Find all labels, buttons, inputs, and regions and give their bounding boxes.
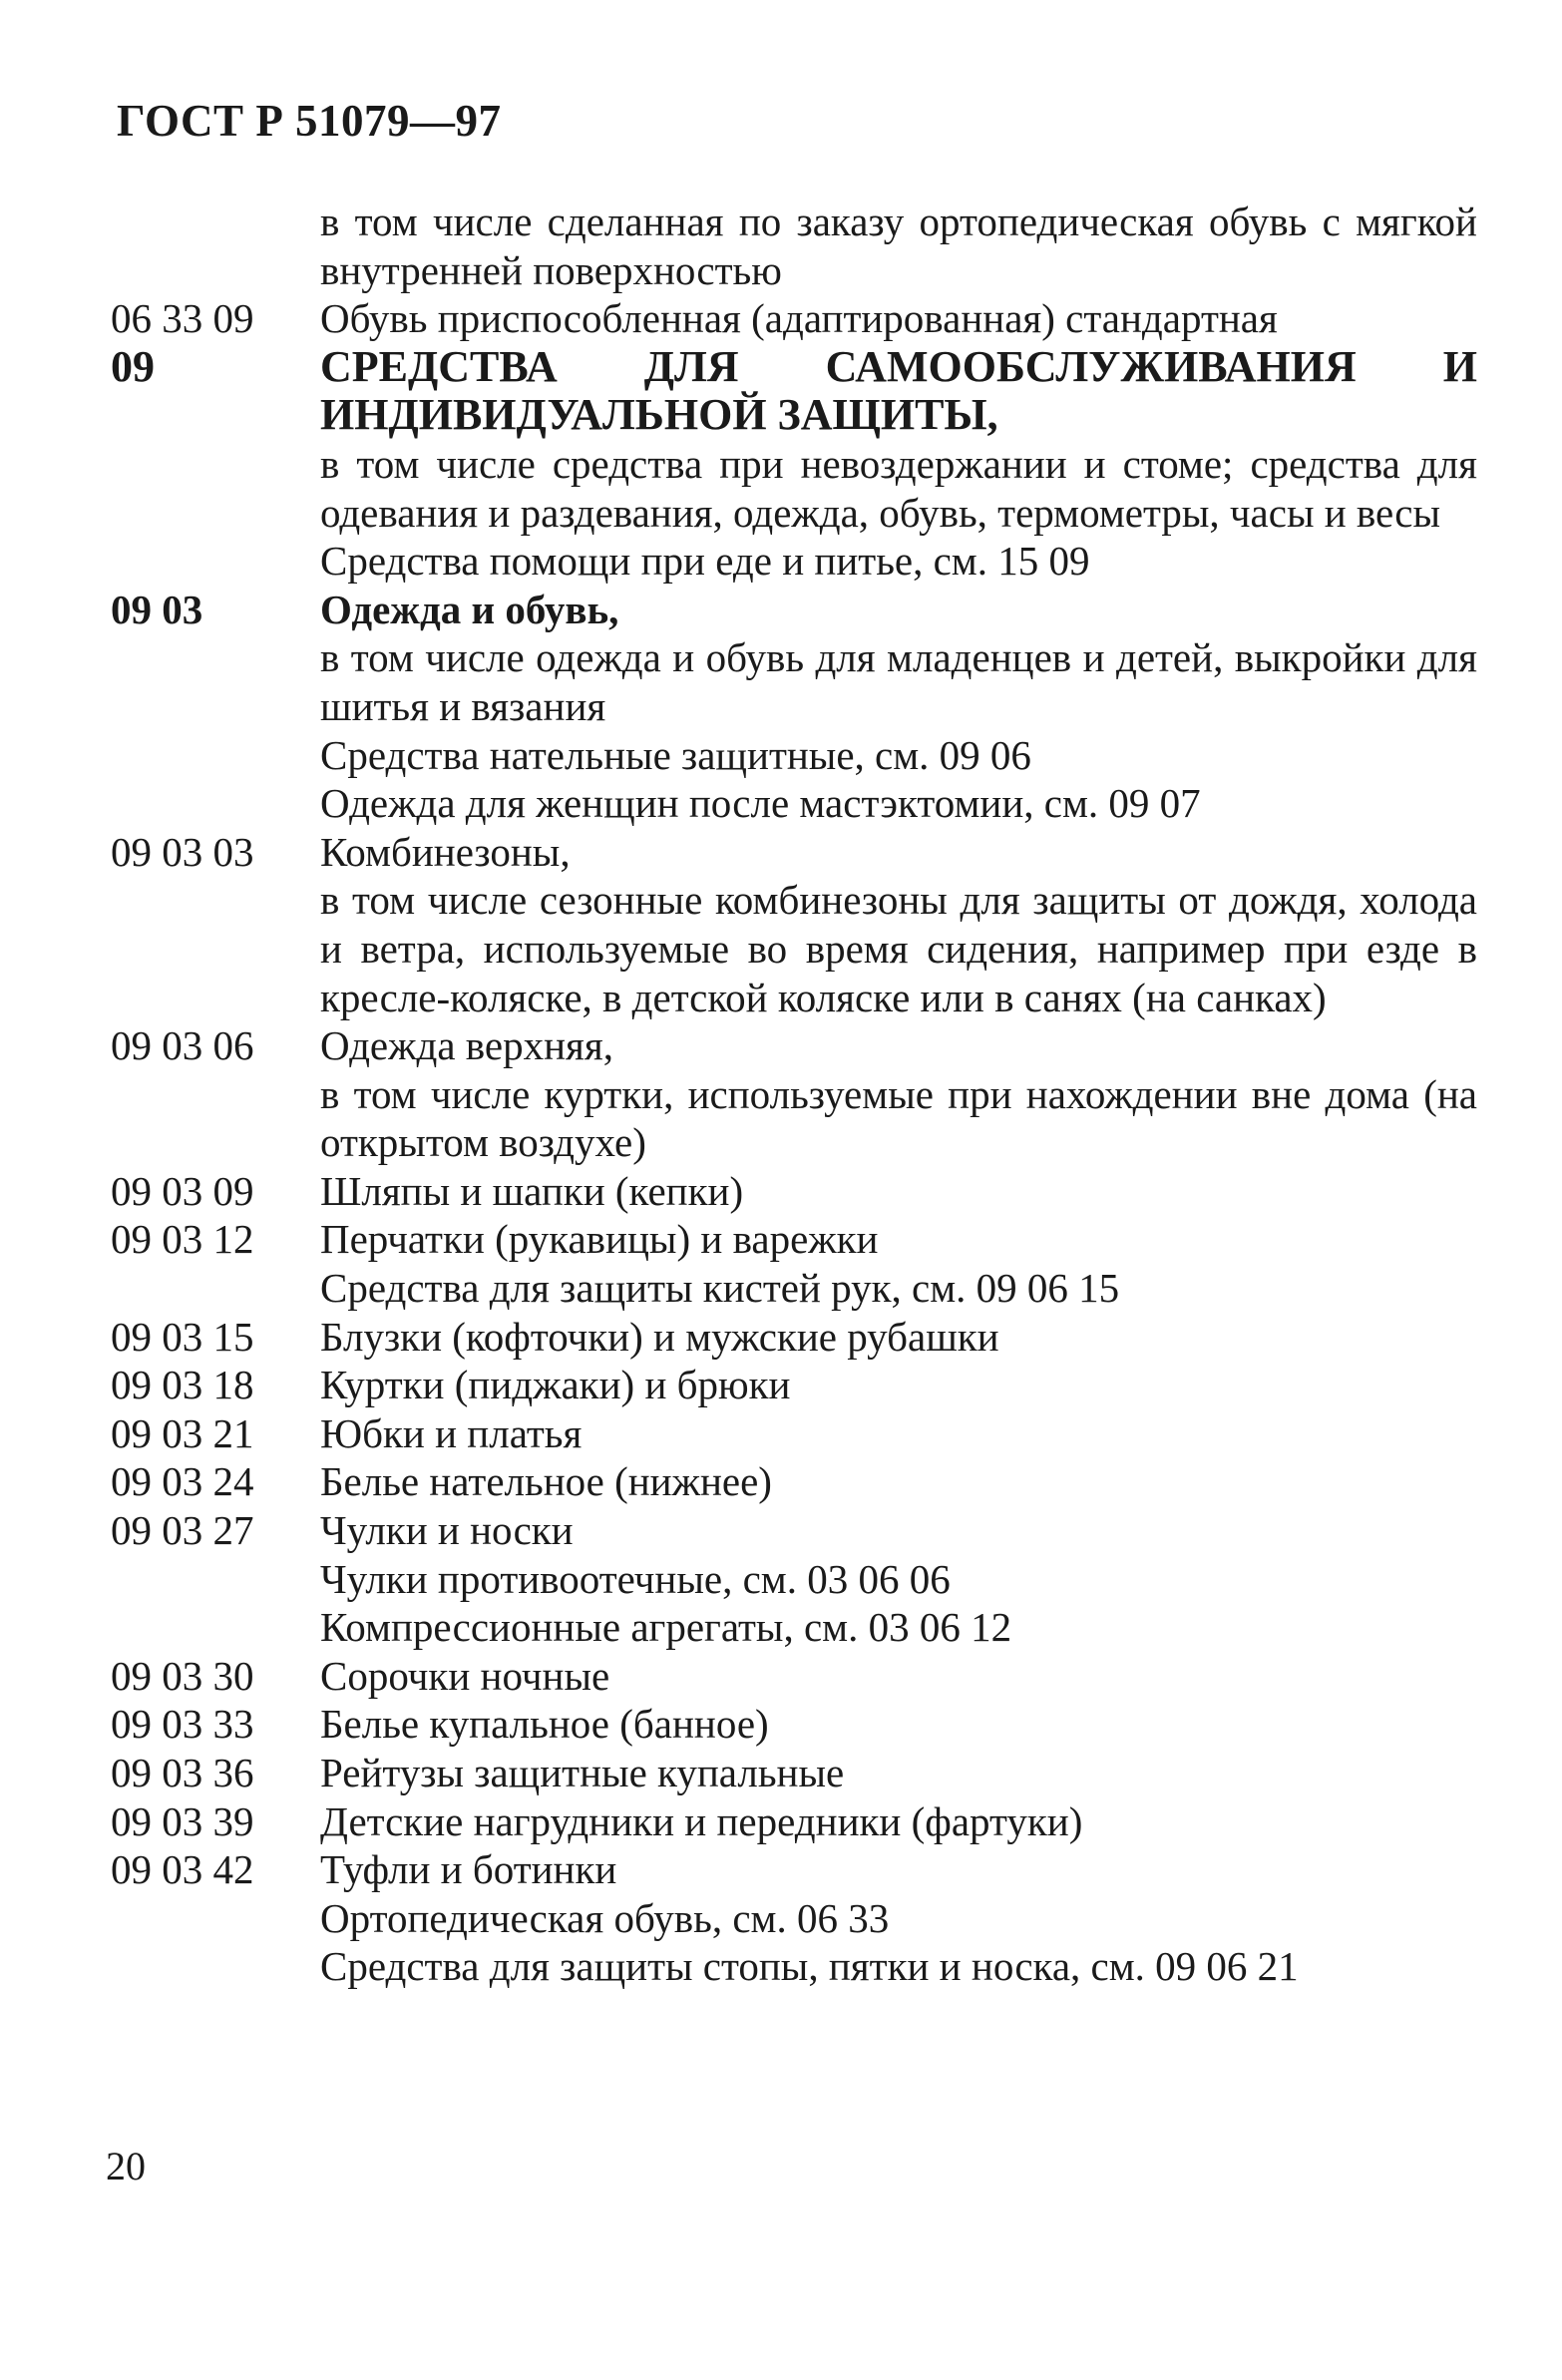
entry-text-8 <box>0 779 1562 828</box>
entry-09 <box>0 343 1562 440</box>
entry-text: Компрессионные агрегаты, см. 03 06 12 <box>320 1604 1012 1651</box>
entry-09-03-09 <box>0 1167 1562 1216</box>
entry-09-03-36 <box>0 1749 1562 1797</box>
entry-code: 09 03 09 <box>111 1167 254 1214</box>
entry-text-22 <box>0 1603 1562 1652</box>
entry-text: Рейтузы защитные купальные <box>320 1750 845 1795</box>
entry-text: Куртки (пиджаки) и брюки <box>320 1362 791 1408</box>
entry-text-0 <box>0 198 1562 294</box>
entry-09-03-39 <box>0 1797 1562 1846</box>
entry-code: 09 03 15 <box>111 1313 254 1360</box>
entry-text: в том числе средства при невоздержании и стоме; средства для одевания и раздевания, одежда, обувь, термометры, часы и весы <box>320 440 1477 536</box>
entry-09-03-42 <box>0 1845 1562 1894</box>
entry-text: в том числе куртки, используемые при нахождении вне дома (на открытом воздухе) <box>320 1070 1477 1166</box>
entry-text-28 <box>0 1894 1562 1943</box>
page-header: ГОСТ Р 51079—97 <box>117 96 502 146</box>
entry-code: 09 <box>111 341 155 391</box>
entry-09-03-21 <box>0 1409 1562 1458</box>
entry-text: Одежда и обувь, <box>320 586 619 632</box>
entry-09-03-24 <box>0 1457 1562 1506</box>
entry-text-12 <box>0 1070 1562 1167</box>
entry-text: в том числе сделанная по заказу ортопедическая обувь с мягкой внутренней поверхностью <box>320 198 1477 293</box>
entry-text-21 <box>0 1555 1562 1604</box>
entry-text-7 <box>0 731 1562 780</box>
entry-text: Сорочки ночные <box>320 1652 610 1699</box>
page-number: 20 <box>106 2144 146 2188</box>
entry-09-03-12 <box>0 1215 1562 1264</box>
entry-code: 09 03 33 <box>111 1701 254 1748</box>
entry-text: Ортопедическая обувь, см. 06 33 <box>320 1894 890 1941</box>
entry-text-6 <box>0 633 1562 730</box>
entry-code: 09 03 06 <box>111 1022 254 1069</box>
entry-code: 09 03 30 <box>111 1652 254 1699</box>
entry-09-03-06 <box>0 1021 1562 1070</box>
entry-09-03-33 <box>0 1700 1562 1749</box>
entry-text-29 <box>0 1942 1562 1991</box>
entry-text-15 <box>0 1264 1562 1313</box>
entry-text: СРЕДСТВА ДЛЯ САМООБСЛУЖИВАНИЯ И ИНДИВИДУАЛЬНОЙ ЗАЩИТЫ, <box>320 341 1477 440</box>
entry-09-03-27 <box>0 1506 1562 1555</box>
entry-text: Средства помощи при еде и питье, см. 15 09 <box>320 538 1090 585</box>
entry-09-03-18 <box>0 1361 1562 1409</box>
entry-text: Одежда верхняя, <box>320 1022 613 1069</box>
entry-text: Обувь приспособленная (адаптированная) стандартная <box>320 295 1278 342</box>
entry-text: Блузки (кофточки) и мужские рубашки <box>320 1313 999 1360</box>
entry-code: 09 03 36 <box>111 1750 254 1795</box>
entry-text: Белье купальное (банное) <box>320 1701 769 1748</box>
classification-list <box>0 198 1562 1991</box>
entry-code: 09 03 12 <box>111 1216 254 1263</box>
entry-text: Средства для защиты стопы, пятки и носка, см. 09 06 21 <box>320 1943 1299 1990</box>
entry-09-03 <box>0 586 1562 634</box>
entry-text: Средства для защиты кистей рук, см. 09 06 15 <box>320 1265 1120 1312</box>
entry-text: Одежда для женщин после мастэктомии, см. 09 07 <box>320 780 1201 827</box>
entry-text-3 <box>0 440 1562 537</box>
entry-text: Чулки противоотечные, см. 03 06 06 <box>320 1555 951 1602</box>
entry-text: Детские нагрудники и передники (фартуки) <box>320 1797 1083 1844</box>
entry-code: 09 03 42 <box>111 1846 254 1893</box>
entry-text-10 <box>0 876 1562 1021</box>
entry-code: 09 03 27 <box>111 1507 254 1554</box>
entry-text: Перчатки (рукавицы) и варежки <box>320 1216 879 1263</box>
entry-text: Белье нательное (нижнее) <box>320 1458 772 1505</box>
entry-text-4 <box>0 537 1562 586</box>
entry-text: Туфли и ботинки <box>320 1846 617 1893</box>
entry-code: 09 03 21 <box>111 1409 254 1456</box>
entry-code: 09 03 <box>111 586 203 632</box>
entry-text: Юбки и платья <box>320 1409 583 1456</box>
entry-text: в том числе сезонные комбинезоны для защиты от дождя, холода и ветра, используемые во время сидения, например при езде в кресле-коляске, в детской коляске или в санях (на санках) <box>320 877 1477 1020</box>
entry-code: 06 33 09 <box>111 295 254 342</box>
entry-text: Комбинезоны, <box>320 828 571 875</box>
entry-code: 09 03 03 <box>111 828 254 875</box>
entry-06-33-09 <box>0 294 1562 343</box>
entry-text: Шляпы и шапки (кепки) <box>320 1167 744 1214</box>
entry-text: Средства нательные защитные, см. 09 06 <box>320 731 1031 778</box>
entry-text: в том числе одежда и обувь для младенцев и детей, выкройки для шитья и вязания <box>320 634 1477 729</box>
entry-code: 09 03 39 <box>111 1797 254 1844</box>
entry-code: 09 03 18 <box>111 1362 254 1408</box>
entry-code: 09 03 24 <box>111 1458 254 1505</box>
entry-09-03-30 <box>0 1652 1562 1701</box>
entry-09-03-03 <box>0 828 1562 877</box>
entry-text: Чулки и носки <box>320 1507 574 1554</box>
entry-09-03-15 <box>0 1313 1562 1362</box>
